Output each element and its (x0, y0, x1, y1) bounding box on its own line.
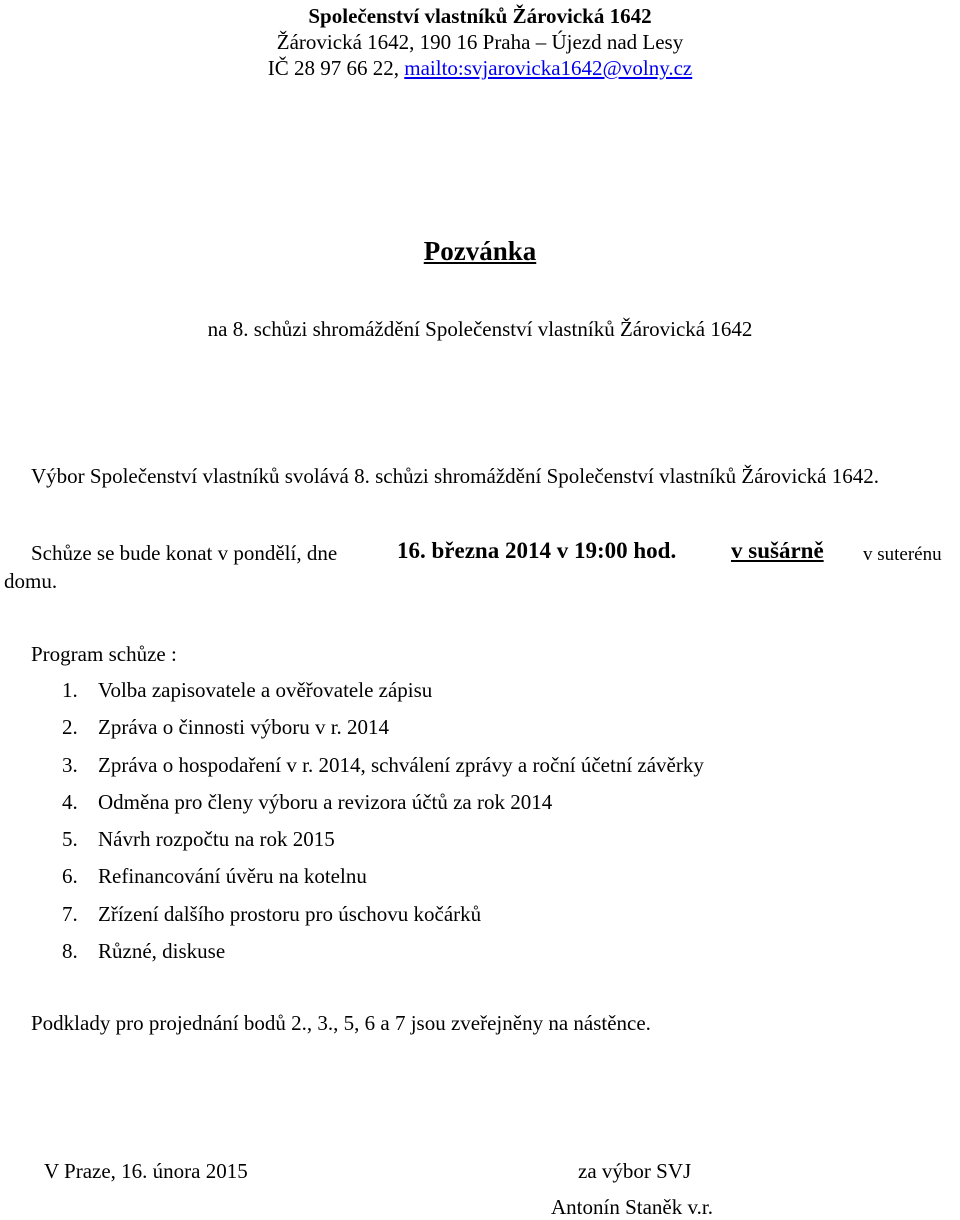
agenda-item-text: Zpráva o hospodaření v r. 2014, schválení zprávy a roční účetní závěrky (98, 752, 704, 777)
agenda-item-number: 5. (62, 827, 78, 852)
agenda-item-text: Zpráva o činnosti výboru v r. 2014 (98, 715, 390, 740)
agenda-item (62, 753, 704, 790)
intro-paragraph: Výbor Společenství vlastníků svolává 8. schůzi shromáždění Společenství vlastníků Žárovická 1642. (31, 464, 879, 488)
agenda-list (62, 678, 704, 976)
agenda-item (62, 827, 704, 864)
agenda-item-number: 3. (62, 752, 78, 777)
agenda-item-text: Zřízení dalšího prostoru pro úschovu kočárků (98, 901, 482, 926)
agenda-item-number: 8. (62, 939, 78, 964)
meeting-continuation: domu. (4, 569, 58, 593)
agenda-item (62, 715, 704, 752)
meeting-prefix: Schůze se bude konat v pondělí, dne (31, 541, 338, 565)
meeting-place: v sušárně (731, 538, 824, 563)
agenda-item-number: 2. (62, 715, 78, 740)
agenda-item (62, 678, 704, 715)
organization-id-line (0, 56, 960, 80)
ic-number: IČ 28 97 66 22, (267, 56, 405, 80)
meeting-date-time: 16. března 2014 v 19:00 hod. (397, 538, 677, 563)
agenda-item (62, 864, 704, 901)
meeting-place-detail: v suterénu (863, 544, 942, 565)
agenda-item-text: Refinancování úvěru na kotelnu (98, 864, 367, 889)
agenda-item (62, 790, 704, 827)
place-and-date: V Praze, 16. února 2015 (44, 1159, 248, 1183)
page-subtitle: na 8. schůzi shromáždění Společenství vlastníků Žárovická 1642 (207, 317, 753, 341)
email-link[interactable]: mailto:svjarovicka1642@volny.cz (404, 56, 693, 80)
documents-note: Podklady pro projednání bodů 2., 3., 5, 6 a 7 jsou zveřejněny na nástěnce. (31, 1011, 651, 1035)
agenda-item-text: Odměna pro členy výboru a revizora účtů za rok 2014 (98, 789, 553, 814)
agenda-item-text: Různé, diskuse (98, 939, 226, 964)
organization-address: Žárovická 1642, 190 16 Praha – Újezd nad Lesy (276, 30, 684, 54)
program-label: Program schůze : (31, 642, 177, 666)
agenda-item-number: 7. (62, 901, 78, 926)
agenda-item-text: Volba zapisovatele a ověřovatele zápisu (98, 678, 433, 702)
signatory-name: Antonín Staněk v.r. (551, 1195, 713, 1219)
page-title: Pozvánka (423, 236, 537, 266)
agenda-item-number: 1. (62, 678, 78, 702)
agenda-item-number: 6. (62, 864, 78, 889)
organization-name: Společenství vlastníků Žárovická 1642 (308, 4, 652, 28)
agenda-item-text: Návrh rozpočtu na rok 2015 (98, 827, 335, 852)
agenda-item (62, 939, 704, 976)
agenda-item (62, 902, 704, 939)
agenda-item-number: 4. (62, 789, 78, 814)
on-behalf-of: za výbor SVJ (578, 1159, 692, 1183)
